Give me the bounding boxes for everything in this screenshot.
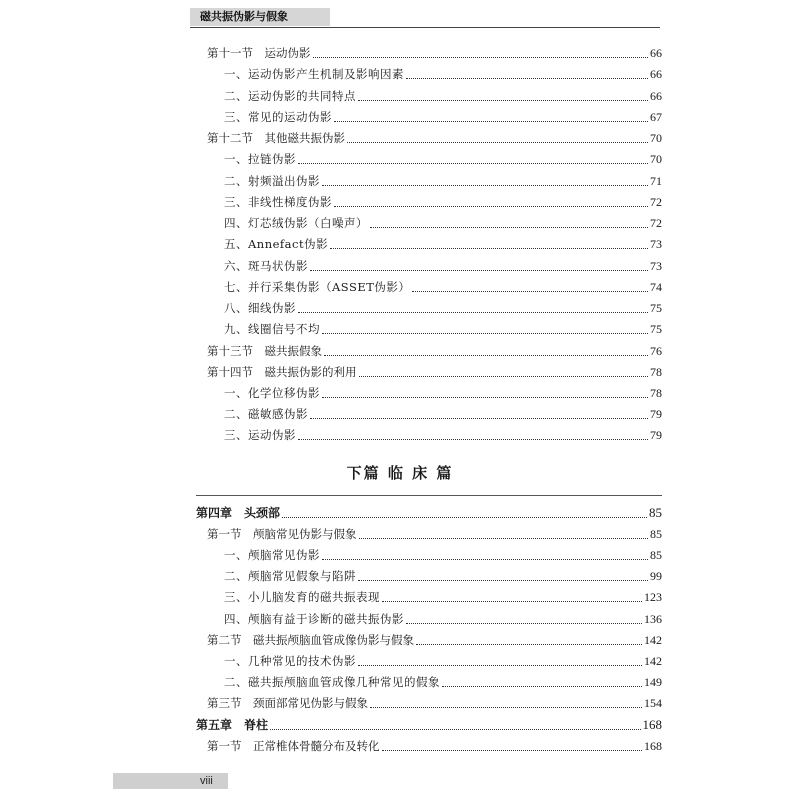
toc-entry-section[interactable] <box>207 736 662 754</box>
toc-entry-label: 四、灯芯绒伪影（白噪声） <box>224 216 368 230</box>
toc-entry-page: 76 <box>650 344 662 358</box>
toc-entry-item[interactable] <box>224 171 662 189</box>
toc-entry-item[interactable] <box>224 86 662 104</box>
toc-entry-label: 第二节 磁共振颅脑血管成像伪影与假象 <box>207 633 414 647</box>
toc-entry-label: 一、拉链伪影 <box>224 152 296 166</box>
toc-entry-label: 第十四节 磁共振伪影的利用 <box>207 365 357 379</box>
part-divider <box>196 495 662 496</box>
toc-entry-page: 70 <box>650 131 662 145</box>
toc-entry-section[interactable] <box>207 693 662 711</box>
toc-entry-section[interactable] <box>207 43 662 61</box>
toc-entry-label: 三、非线性梯度伪影 <box>224 195 332 209</box>
dot-leader <box>370 227 648 228</box>
dot-leader <box>322 185 648 186</box>
toc-entry-label: 二、射频溢出伪影 <box>224 174 320 188</box>
dot-leader <box>334 121 648 122</box>
toc-entry-item[interactable] <box>224 651 662 669</box>
toc-entry-item[interactable] <box>224 277 662 295</box>
toc-entry-chapter[interactable] <box>196 715 662 733</box>
dot-leader <box>322 559 648 560</box>
dot-leader <box>282 517 647 518</box>
toc-entry-label: 二、颅脑常见假象与陷阱 <box>224 569 356 583</box>
toc-entry-page: 79 <box>650 407 662 421</box>
toc-entry-page: 66 <box>650 67 662 81</box>
part-title: 下篇 临 床 篇 <box>346 464 454 482</box>
dot-leader <box>330 248 648 249</box>
toc-entry-page: 71 <box>650 174 662 188</box>
dot-leader <box>442 686 642 687</box>
toc-entry-label: 二、运动伪影的共同特点 <box>224 89 356 103</box>
toc-entry-label: 七、并行采集伪影（ASSET伪影） <box>224 280 411 294</box>
toc-entry-page: 73 <box>650 237 662 251</box>
toc-entry-label: 五、Annefact伪影 <box>224 237 329 251</box>
header-title: 磁共振伪影与假象 <box>190 8 330 26</box>
toc-entry-item[interactable] <box>224 64 662 82</box>
toc-entry-item[interactable] <box>224 566 662 584</box>
dot-leader <box>270 729 640 730</box>
toc-entry-label: 第十三节 磁共振假象 <box>207 344 322 358</box>
toc-entry-label: 一、运动伪影产生机制及影响因素 <box>224 67 404 81</box>
toc-entry-page: 168 <box>642 717 662 732</box>
toc-entry-section[interactable] <box>207 128 662 146</box>
toc-entry-item[interactable] <box>224 298 662 316</box>
toc-entry-label: 第十二节 其他磁共振伪影 <box>207 131 345 145</box>
toc-entry-label: 九、线圈信号不均 <box>224 322 320 336</box>
dot-leader <box>298 312 648 313</box>
toc-entry-label: 三、运动伪影 <box>224 428 296 442</box>
toc-entry-section[interactable] <box>207 630 662 648</box>
toc-entry-page: 136 <box>644 612 662 626</box>
toc-entry-label: 第三节 颈面部常见伪影与假象 <box>207 696 368 710</box>
toc-entry-item[interactable] <box>224 234 662 252</box>
dot-leader <box>359 538 649 539</box>
toc-entry-page: 85 <box>650 548 662 562</box>
toc-entry-item[interactable] <box>224 149 662 167</box>
toc-entry-item[interactable] <box>224 609 662 627</box>
dot-leader <box>324 355 648 356</box>
toc-entry-page: 85 <box>650 527 662 541</box>
dot-leader <box>370 707 642 708</box>
toc-entry-label: 第五章 脊柱 <box>196 718 269 732</box>
toc-entry-page: 154 <box>644 696 662 710</box>
toc-entry-page: 66 <box>650 46 662 60</box>
toc-entry-label: 一、化学位移伪影 <box>224 386 320 400</box>
toc-entry-label: 第四章 头颈部 <box>196 506 281 520</box>
dot-leader <box>358 580 648 581</box>
toc-entry-page: 78 <box>650 365 662 379</box>
toc-entry-item[interactable] <box>224 404 662 422</box>
dot-leader <box>313 57 649 58</box>
toc-entry-label: 三、常见的运动伪影 <box>224 110 332 124</box>
toc-entry-page: 123 <box>644 590 662 604</box>
dot-leader <box>334 206 648 207</box>
toc-entry-label: 第十一节 运动伪影 <box>207 46 311 60</box>
toc-entry-label: 八、细线伪影 <box>224 301 296 315</box>
toc-entry-page: 66 <box>650 89 662 103</box>
toc-entry-page: 73 <box>650 259 662 273</box>
toc-entry-page: 70 <box>650 152 662 166</box>
dot-leader <box>322 333 648 334</box>
toc-entry-section[interactable] <box>207 524 662 542</box>
page-number: viii <box>200 775 213 787</box>
dot-leader <box>310 418 648 419</box>
dot-leader <box>406 78 648 79</box>
toc-entry-page: 72 <box>650 216 662 230</box>
toc-entry-item[interactable] <box>224 213 662 231</box>
toc-entry-item[interactable] <box>224 319 662 337</box>
toc-entry-label: 三、小儿脑发育的磁共振表现 <box>224 590 380 604</box>
toc-entry-label: 六、斑马状伪影 <box>224 259 308 273</box>
toc-entry-label: 二、磁共振颅脑血管成像几种常见的假象 <box>224 675 440 689</box>
dot-leader <box>322 397 648 398</box>
toc-entry-item[interactable] <box>224 192 662 210</box>
dot-leader <box>359 376 649 377</box>
toc-entry-page: 72 <box>650 195 662 209</box>
toc-entry-label: 第一节 正常椎体骨髓分布及转化 <box>207 739 380 753</box>
toc-entry-page: 67 <box>650 110 662 124</box>
dot-leader <box>412 291 648 292</box>
toc-entry-item[interactable] <box>224 672 662 690</box>
dot-leader <box>416 644 642 645</box>
dot-leader <box>347 142 648 143</box>
toc-entry-label: 四、颅脑有益于诊断的磁共振伪影 <box>224 612 404 626</box>
toc-entry-page: 74 <box>650 280 662 294</box>
dot-leader <box>358 665 642 666</box>
toc-entry-label: 二、磁敏感伪影 <box>224 407 308 421</box>
toc-entry-section[interactable] <box>207 362 662 380</box>
dot-leader <box>358 100 648 101</box>
toc-entry-label: 第一节 颅脑常见伪影与假象 <box>207 527 357 541</box>
toc-entry-page: 168 <box>644 739 662 753</box>
toc-entry-label: 一、颅脑常见伪影 <box>224 548 320 562</box>
toc-entry-page: 85 <box>649 505 662 520</box>
toc-entry-label: 一、几种常见的技术伪影 <box>224 654 356 668</box>
toc-entry-page: 75 <box>650 301 662 315</box>
toc-entry-item[interactable] <box>224 587 662 605</box>
dot-leader <box>406 623 642 624</box>
toc-entry-chapter[interactable] <box>196 503 662 521</box>
dot-leader <box>382 601 642 602</box>
dot-leader <box>298 439 648 440</box>
dot-leader <box>382 750 643 751</box>
dot-leader <box>298 163 648 164</box>
toc-entry-page: 99 <box>650 569 662 583</box>
toc-entry-page: 79 <box>650 428 662 442</box>
toc-entry-item[interactable] <box>224 545 662 563</box>
toc-entry-section[interactable] <box>207 341 662 359</box>
toc-entry-item[interactable] <box>224 107 662 125</box>
toc-entry-item[interactable] <box>224 425 662 443</box>
toc-entry-page: 142 <box>644 633 662 647</box>
toc-entry-page: 149 <box>644 675 662 689</box>
toc-entry-page: 75 <box>650 322 662 336</box>
toc-entry-page: 78 <box>650 386 662 400</box>
dot-leader <box>310 270 648 271</box>
toc-entry-item[interactable] <box>224 256 662 274</box>
toc-entry-page: 142 <box>644 654 662 668</box>
toc-entry-item[interactable] <box>224 383 662 401</box>
